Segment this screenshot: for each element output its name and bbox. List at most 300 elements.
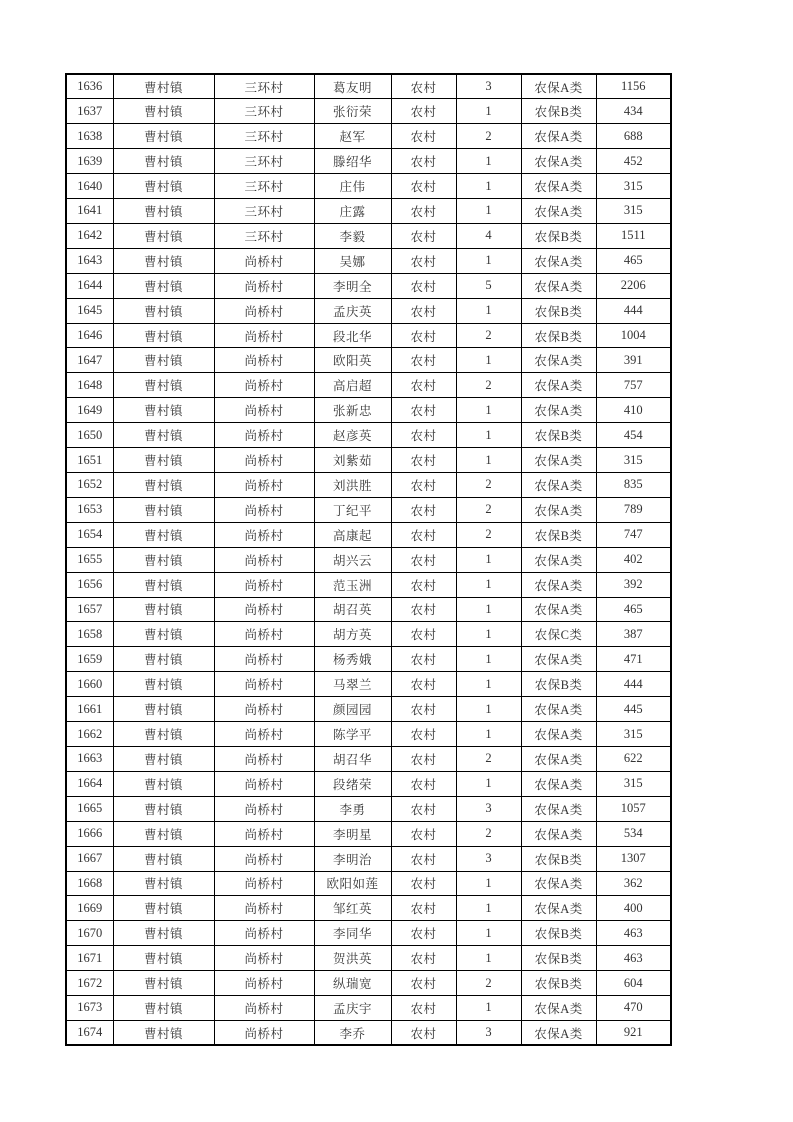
cell-amount: 315 xyxy=(596,448,671,473)
cell-amount: 391 xyxy=(596,348,671,373)
cell-name: 胡方英 xyxy=(314,622,391,647)
cell-insurance-category: 农保A类 xyxy=(521,597,596,622)
cell-town: 曹村镇 xyxy=(113,896,214,921)
cell-serial: 1653 xyxy=(66,497,113,522)
cell-insurance-category: 农保B类 xyxy=(521,921,596,946)
cell-count: 1 xyxy=(456,149,521,174)
cell-residence-type: 农村 xyxy=(391,273,456,298)
table-row xyxy=(66,174,671,199)
cell-town: 曹村镇 xyxy=(113,373,214,398)
cell-serial: 1673 xyxy=(66,996,113,1021)
cell-amount: 471 xyxy=(596,647,671,672)
cell-serial: 1672 xyxy=(66,971,113,996)
cell-name: 胡召华 xyxy=(314,746,391,771)
table-row xyxy=(66,124,671,149)
cell-serial: 1658 xyxy=(66,622,113,647)
cell-town: 曹村镇 xyxy=(113,796,214,821)
cell-count: 3 xyxy=(456,1020,521,1045)
cell-residence-type: 农村 xyxy=(391,497,456,522)
cell-name: 丁纪平 xyxy=(314,497,391,522)
cell-name: 葛友明 xyxy=(314,74,391,99)
cell-village: 三环村 xyxy=(214,124,314,149)
cell-name: 马翠兰 xyxy=(314,672,391,697)
table-row xyxy=(66,572,671,597)
cell-count: 3 xyxy=(456,74,521,99)
cell-insurance-category: 农保A类 xyxy=(521,248,596,273)
table-row xyxy=(66,622,671,647)
table-row xyxy=(66,223,671,248)
cell-serial: 1644 xyxy=(66,273,113,298)
cell-insurance-category: 农保A类 xyxy=(521,348,596,373)
cell-count: 1 xyxy=(456,199,521,224)
cell-serial: 1659 xyxy=(66,647,113,672)
cell-residence-type: 农村 xyxy=(391,622,456,647)
cell-village: 尚桥村 xyxy=(214,323,314,348)
cell-residence-type: 农村 xyxy=(391,547,456,572)
table-row xyxy=(66,99,671,124)
cell-residence-type: 农村 xyxy=(391,448,456,473)
cell-amount: 315 xyxy=(596,771,671,796)
cell-village: 尚桥村 xyxy=(214,622,314,647)
table-row xyxy=(66,697,671,722)
cell-town: 曹村镇 xyxy=(113,622,214,647)
cell-village: 尚桥村 xyxy=(214,248,314,273)
cell-town: 曹村镇 xyxy=(113,672,214,697)
table-row xyxy=(66,248,671,273)
cell-town: 曹村镇 xyxy=(113,946,214,971)
cell-amount: 789 xyxy=(596,497,671,522)
cell-count: 1 xyxy=(456,99,521,124)
cell-name: 段绪荣 xyxy=(314,771,391,796)
cell-count: 1 xyxy=(456,647,521,672)
cell-insurance-category: 农保A类 xyxy=(521,821,596,846)
table-row xyxy=(66,298,671,323)
cell-count: 2 xyxy=(456,746,521,771)
cell-count: 1 xyxy=(456,547,521,572)
cell-count: 2 xyxy=(456,373,521,398)
table-row xyxy=(66,597,671,622)
cell-count: 1 xyxy=(456,597,521,622)
cell-amount: 400 xyxy=(596,896,671,921)
cell-residence-type: 农村 xyxy=(391,746,456,771)
cell-residence-type: 农村 xyxy=(391,971,456,996)
cell-name: 李勇 xyxy=(314,796,391,821)
cell-insurance-category: 农保B类 xyxy=(521,946,596,971)
cell-count: 4 xyxy=(456,223,521,248)
cell-name: 庄露 xyxy=(314,199,391,224)
cell-name: 李明全 xyxy=(314,273,391,298)
cell-name: 邹红英 xyxy=(314,896,391,921)
cell-village: 尚桥村 xyxy=(214,722,314,747)
cell-amount: 463 xyxy=(596,921,671,946)
cell-village: 尚桥村 xyxy=(214,871,314,896)
cell-residence-type: 农村 xyxy=(391,124,456,149)
cell-count: 2 xyxy=(456,323,521,348)
cell-residence-type: 农村 xyxy=(391,348,456,373)
cell-village: 尚桥村 xyxy=(214,522,314,547)
cell-name: 欧阳英 xyxy=(314,348,391,373)
table-row xyxy=(66,497,671,522)
cell-village: 尚桥村 xyxy=(214,348,314,373)
cell-town: 曹村镇 xyxy=(113,223,214,248)
cell-insurance-category: 农保A类 xyxy=(521,373,596,398)
cell-town: 曹村镇 xyxy=(113,547,214,572)
cell-serial: 1638 xyxy=(66,124,113,149)
table-row xyxy=(66,771,671,796)
table-row xyxy=(66,149,671,174)
cell-insurance-category: 农保C类 xyxy=(521,622,596,647)
cell-serial: 1646 xyxy=(66,323,113,348)
cell-insurance-category: 农保A类 xyxy=(521,124,596,149)
cell-count: 3 xyxy=(456,846,521,871)
cell-amount: 2206 xyxy=(596,273,671,298)
cell-insurance-category: 农保B类 xyxy=(521,323,596,348)
cell-village: 尚桥村 xyxy=(214,298,314,323)
cell-village: 三环村 xyxy=(214,99,314,124)
cell-village: 尚桥村 xyxy=(214,672,314,697)
cell-insurance-category: 农保B类 xyxy=(521,971,596,996)
cell-amount: 444 xyxy=(596,672,671,697)
cell-name: 李毅 xyxy=(314,223,391,248)
cell-count: 1 xyxy=(456,871,521,896)
table-row xyxy=(66,921,671,946)
cell-insurance-category: 农保A类 xyxy=(521,273,596,298)
cell-town: 曹村镇 xyxy=(113,771,214,796)
cell-serial: 1636 xyxy=(66,74,113,99)
cell-amount: 465 xyxy=(596,597,671,622)
cell-village: 尚桥村 xyxy=(214,547,314,572)
cell-insurance-category: 农保A类 xyxy=(521,547,596,572)
cell-serial: 1667 xyxy=(66,846,113,871)
cell-town: 曹村镇 xyxy=(113,996,214,1021)
cell-residence-type: 农村 xyxy=(391,199,456,224)
cell-serial: 1663 xyxy=(66,746,113,771)
cell-serial: 1670 xyxy=(66,921,113,946)
cell-count: 1 xyxy=(456,946,521,971)
cell-insurance-category: 农保A类 xyxy=(521,448,596,473)
cell-name: 贺洪英 xyxy=(314,946,391,971)
cell-count: 1 xyxy=(456,572,521,597)
cell-residence-type: 农村 xyxy=(391,871,456,896)
cell-amount: 315 xyxy=(596,722,671,747)
cell-village: 尚桥村 xyxy=(214,473,314,498)
cell-village: 尚桥村 xyxy=(214,1020,314,1045)
cell-insurance-category: 农保B类 xyxy=(521,672,596,697)
cell-amount: 315 xyxy=(596,199,671,224)
cell-town: 曹村镇 xyxy=(113,497,214,522)
cell-insurance-category: 农保B类 xyxy=(521,846,596,871)
cell-count: 1 xyxy=(456,921,521,946)
cell-residence-type: 农村 xyxy=(391,223,456,248)
cell-name: 李明星 xyxy=(314,821,391,846)
cell-residence-type: 农村 xyxy=(391,597,456,622)
table-row xyxy=(66,473,671,498)
cell-insurance-category: 农保A类 xyxy=(521,398,596,423)
cell-insurance-category: 农保A类 xyxy=(521,896,596,921)
cell-name: 刘洪胜 xyxy=(314,473,391,498)
table-row xyxy=(66,946,671,971)
cell-serial: 1665 xyxy=(66,796,113,821)
cell-insurance-category: 农保A类 xyxy=(521,871,596,896)
cell-count: 1 xyxy=(456,448,521,473)
cell-count: 1 xyxy=(456,423,521,448)
cell-serial: 1666 xyxy=(66,821,113,846)
cell-amount: 688 xyxy=(596,124,671,149)
cell-serial: 1648 xyxy=(66,373,113,398)
cell-serial: 1643 xyxy=(66,248,113,273)
cell-insurance-category: 农保A类 xyxy=(521,746,596,771)
cell-amount: 1156 xyxy=(596,74,671,99)
cell-village: 尚桥村 xyxy=(214,996,314,1021)
table-row xyxy=(66,398,671,423)
cell-insurance-category: 农保B类 xyxy=(521,423,596,448)
cell-count: 1 xyxy=(456,248,521,273)
cell-name: 李同华 xyxy=(314,921,391,946)
cell-town: 曹村镇 xyxy=(113,846,214,871)
cell-insurance-category: 农保A类 xyxy=(521,1020,596,1045)
cell-village: 三环村 xyxy=(214,223,314,248)
cell-serial: 1654 xyxy=(66,522,113,547)
cell-count: 1 xyxy=(456,771,521,796)
cell-name: 张衍荣 xyxy=(314,99,391,124)
cell-amount: 315 xyxy=(596,174,671,199)
cell-amount: 445 xyxy=(596,697,671,722)
cell-town: 曹村镇 xyxy=(113,199,214,224)
table-row xyxy=(66,871,671,896)
table-row xyxy=(66,722,671,747)
cell-village: 三环村 xyxy=(214,174,314,199)
cell-name: 孟庆英 xyxy=(314,298,391,323)
cell-village: 尚桥村 xyxy=(214,746,314,771)
table-row xyxy=(66,846,671,871)
table-row xyxy=(66,547,671,572)
cell-serial: 1671 xyxy=(66,946,113,971)
table-body xyxy=(66,74,671,1045)
table-row xyxy=(66,348,671,373)
cell-serial: 1645 xyxy=(66,298,113,323)
cell-amount: 465 xyxy=(596,248,671,273)
cell-town: 曹村镇 xyxy=(113,746,214,771)
cell-residence-type: 农村 xyxy=(391,423,456,448)
cell-town: 曹村镇 xyxy=(113,871,214,896)
cell-town: 曹村镇 xyxy=(113,348,214,373)
cell-amount: 1307 xyxy=(596,846,671,871)
cell-insurance-category: 农保B类 xyxy=(521,298,596,323)
cell-count: 1 xyxy=(456,174,521,199)
cell-amount: 1057 xyxy=(596,796,671,821)
cell-town: 曹村镇 xyxy=(113,149,214,174)
cell-amount: 392 xyxy=(596,572,671,597)
cell-residence-type: 农村 xyxy=(391,473,456,498)
table-row xyxy=(66,423,671,448)
table-row xyxy=(66,796,671,821)
cell-town: 曹村镇 xyxy=(113,647,214,672)
cell-residence-type: 农村 xyxy=(391,1020,456,1045)
cell-count: 1 xyxy=(456,622,521,647)
cell-count: 1 xyxy=(456,298,521,323)
cell-village: 尚桥村 xyxy=(214,946,314,971)
cell-town: 曹村镇 xyxy=(113,522,214,547)
cell-town: 曹村镇 xyxy=(113,99,214,124)
cell-village: 尚桥村 xyxy=(214,647,314,672)
cell-residence-type: 农村 xyxy=(391,996,456,1021)
cell-village: 尚桥村 xyxy=(214,796,314,821)
cell-name: 庄伟 xyxy=(314,174,391,199)
cell-count: 1 xyxy=(456,722,521,747)
cell-amount: 622 xyxy=(596,746,671,771)
cell-serial: 1642 xyxy=(66,223,113,248)
cell-town: 曹村镇 xyxy=(113,572,214,597)
cell-village: 尚桥村 xyxy=(214,971,314,996)
cell-name: 孟庆宇 xyxy=(314,996,391,1021)
cell-village: 尚桥村 xyxy=(214,497,314,522)
cell-serial: 1669 xyxy=(66,896,113,921)
cell-serial: 1661 xyxy=(66,697,113,722)
cell-town: 曹村镇 xyxy=(113,1020,214,1045)
cell-name: 胡召英 xyxy=(314,597,391,622)
cell-serial: 1674 xyxy=(66,1020,113,1045)
cell-serial: 1660 xyxy=(66,672,113,697)
cell-insurance-category: 农保B类 xyxy=(521,223,596,248)
cell-count: 3 xyxy=(456,796,521,821)
cell-town: 曹村镇 xyxy=(113,448,214,473)
cell-amount: 604 xyxy=(596,971,671,996)
table-row xyxy=(66,74,671,99)
cell-residence-type: 农村 xyxy=(391,99,456,124)
cell-town: 曹村镇 xyxy=(113,473,214,498)
cell-town: 曹村镇 xyxy=(113,174,214,199)
cell-insurance-category: 农保A类 xyxy=(521,697,596,722)
cell-name: 刘紫茹 xyxy=(314,448,391,473)
cell-residence-type: 农村 xyxy=(391,697,456,722)
cell-town: 曹村镇 xyxy=(113,971,214,996)
cell-count: 5 xyxy=(456,273,521,298)
cell-insurance-category: 农保A类 xyxy=(521,771,596,796)
cell-residence-type: 农村 xyxy=(391,796,456,821)
cell-village: 尚桥村 xyxy=(214,896,314,921)
cell-town: 曹村镇 xyxy=(113,423,214,448)
cell-town: 曹村镇 xyxy=(113,248,214,273)
table-row xyxy=(66,1020,671,1045)
cell-count: 2 xyxy=(456,821,521,846)
cell-residence-type: 农村 xyxy=(391,896,456,921)
table-row xyxy=(66,323,671,348)
cell-village: 尚桥村 xyxy=(214,821,314,846)
cell-insurance-category: 农保A类 xyxy=(521,722,596,747)
cell-village: 尚桥村 xyxy=(214,572,314,597)
table-row xyxy=(66,522,671,547)
cell-insurance-category: 农保A类 xyxy=(521,74,596,99)
cell-serial: 1637 xyxy=(66,99,113,124)
cell-count: 1 xyxy=(456,896,521,921)
cell-amount: 470 xyxy=(596,996,671,1021)
cell-insurance-category: 农保A类 xyxy=(521,174,596,199)
cell-serial: 1664 xyxy=(66,771,113,796)
cell-name: 段北华 xyxy=(314,323,391,348)
cell-count: 1 xyxy=(456,348,521,373)
cell-residence-type: 农村 xyxy=(391,248,456,273)
cell-name: 颜园园 xyxy=(314,697,391,722)
cell-name: 李明治 xyxy=(314,846,391,871)
cell-village: 尚桥村 xyxy=(214,846,314,871)
cell-serial: 1662 xyxy=(66,722,113,747)
cell-amount: 444 xyxy=(596,298,671,323)
table-row xyxy=(66,647,671,672)
cell-town: 曹村镇 xyxy=(113,124,214,149)
table-row xyxy=(66,971,671,996)
cell-serial: 1651 xyxy=(66,448,113,473)
cell-name: 赵军 xyxy=(314,124,391,149)
cell-residence-type: 农村 xyxy=(391,398,456,423)
cell-insurance-category: 农保A类 xyxy=(521,647,596,672)
table-row xyxy=(66,821,671,846)
cell-village: 三环村 xyxy=(214,74,314,99)
cell-insurance-category: 农保A类 xyxy=(521,199,596,224)
cell-residence-type: 农村 xyxy=(391,298,456,323)
table-row xyxy=(66,746,671,771)
cell-count: 2 xyxy=(456,497,521,522)
cell-name: 胡兴云 xyxy=(314,547,391,572)
cell-name: 杨秀娥 xyxy=(314,647,391,672)
cell-town: 曹村镇 xyxy=(113,597,214,622)
cell-amount: 534 xyxy=(596,821,671,846)
cell-insurance-category: 农保A类 xyxy=(521,572,596,597)
cell-village: 尚桥村 xyxy=(214,921,314,946)
cell-village: 尚桥村 xyxy=(214,597,314,622)
cell-insurance-category: 农保B类 xyxy=(521,99,596,124)
cell-name: 陈学平 xyxy=(314,722,391,747)
cell-village: 尚桥村 xyxy=(214,398,314,423)
cell-village: 尚桥村 xyxy=(214,273,314,298)
cell-name: 赵彦英 xyxy=(314,423,391,448)
cell-count: 1 xyxy=(456,697,521,722)
cell-amount: 452 xyxy=(596,149,671,174)
pension-table xyxy=(65,73,672,1046)
cell-name: 欧阳如莲 xyxy=(314,871,391,896)
cell-town: 曹村镇 xyxy=(113,298,214,323)
table-row xyxy=(66,448,671,473)
cell-serial: 1655 xyxy=(66,547,113,572)
cell-town: 曹村镇 xyxy=(113,398,214,423)
cell-village: 尚桥村 xyxy=(214,771,314,796)
cell-serial: 1650 xyxy=(66,423,113,448)
cell-village: 尚桥村 xyxy=(214,697,314,722)
cell-amount: 434 xyxy=(596,99,671,124)
cell-insurance-category: 农保A类 xyxy=(521,473,596,498)
cell-count: 2 xyxy=(456,124,521,149)
cell-serial: 1657 xyxy=(66,597,113,622)
cell-residence-type: 农村 xyxy=(391,821,456,846)
cell-amount: 362 xyxy=(596,871,671,896)
cell-residence-type: 农村 xyxy=(391,572,456,597)
cell-amount: 1511 xyxy=(596,223,671,248)
cell-residence-type: 农村 xyxy=(391,149,456,174)
cell-village: 三环村 xyxy=(214,199,314,224)
cell-name: 高启超 xyxy=(314,373,391,398)
cell-name: 滕绍华 xyxy=(314,149,391,174)
cell-amount: 921 xyxy=(596,1020,671,1045)
cell-residence-type: 农村 xyxy=(391,672,456,697)
cell-count: 1 xyxy=(456,398,521,423)
cell-count: 1 xyxy=(456,996,521,1021)
cell-amount: 1004 xyxy=(596,323,671,348)
cell-amount: 835 xyxy=(596,473,671,498)
table-row xyxy=(66,996,671,1021)
cell-serial: 1649 xyxy=(66,398,113,423)
cell-insurance-category: 农保A类 xyxy=(521,149,596,174)
cell-town: 曹村镇 xyxy=(113,323,214,348)
table-row xyxy=(66,672,671,697)
